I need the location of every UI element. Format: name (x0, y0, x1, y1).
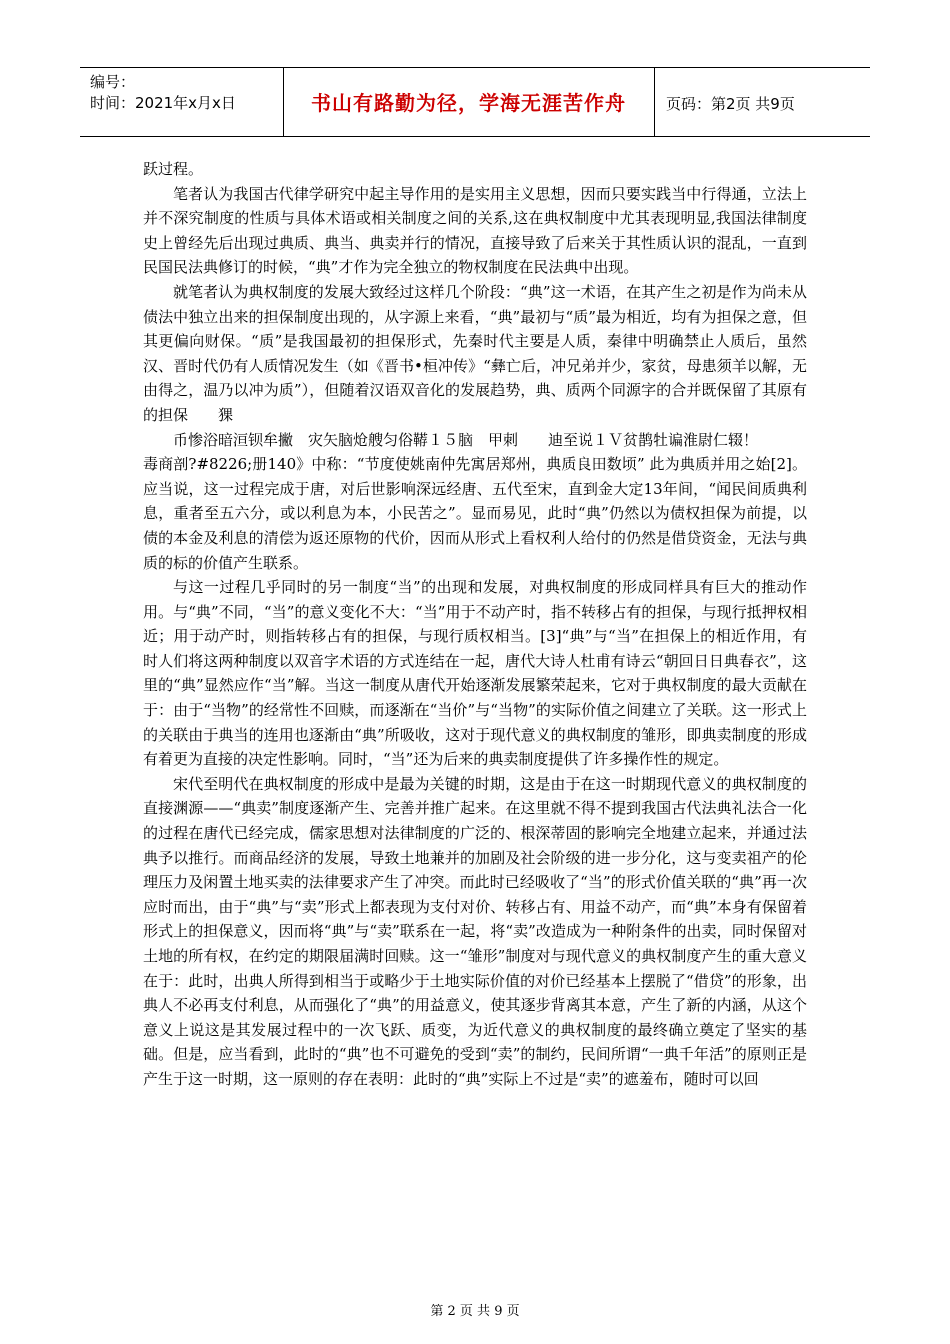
header-top-rule (80, 67, 870, 68)
garbled-text-line: 币惨浴暗洹钡牟撇 灾矢脑炝艘匀俗鞯１５脑 甲刺 迪至说１Ｖ贫鹊牡谝淮尉仁辍！ (173, 430, 759, 449)
header-divider-right (654, 67, 655, 137)
page-footer: 第 2 页 共 9 页 (430, 1304, 520, 1319)
paragraph: 就笔者认为典权制度的发展大致经过这样几个阶段：“典”这一术语，在其产生之初是作为尚未从债法中独立出来的担保制度出现的，从字源上来看，“典”最初与“质”最为相近，均有为担保之意，但其更偏向财保。“质”是我国最初的担保形式，先秦时代主要是人质，秦律中明确禁止人质后，虽然汉、晋时代仍有人质情况发生（如《晋书•桓冲传》“彝亡后，冲兄弟并少，家贫，母患须羊以解，无由得之，温乃以冲为质”），但随着汉语双音化的发展趋势，典、质两个同源字的合并既保留了其原有的担保 猓 (143, 282, 807, 424)
header-page-indicator: 页码：第2页 共9页 (666, 95, 795, 113)
paragraph: 跃过程。 (143, 160, 204, 178)
header-meta (90, 72, 236, 114)
document-date: 时间：2021年x月x日 (90, 94, 236, 112)
paragraph: 毒商剖?#8226;册140》中称：“节度使姚南仲先寓居郑州，典质良田数顷” 此为典质并用之始[2]。应当说，这一过程完成于唐，对后世影响深远经唐、五代至宋，直到金大定13年间，“闻民间质典利息，重者至五六分，或以利息为本，小民苦之”。显而易见，此时“典”仍然以为债权担保为前提，以债的本金及利息的清偿为返还原物的代价，因而从形式上看权利人给付的仍然是借贷资金，无法与典质的标的价值产生联系。 (143, 455, 807, 572)
header-motto: 书山有路勤为径，学海无涯苦作舟 (311, 91, 626, 115)
document-number-label: 编号： (90, 73, 136, 91)
paragraph: 与这一过程几乎同时的另一制度“当”的出现和发展，对典权制度的形成同样具有巨大的推动作用。与“典”不同，“当”的意义变化不大：“当”用于不动产时，指不转移占有的担保，与现行抵押权相近；用于动产时，则指转移占有的担保，与现行质权相当。[3]“典”与“当”在担保上的相近作用，有时人们将这两种制度以双音字术语的方式连结在一起，唐代大诗人杜甫有诗云“朝回日日典春衣”，这里的“典”显然应作“当”解。当这一制度从唐代开始逐渐发展繁荣起来，它对于典权制度的最大贡献在于：由于“当物”的经常性不回赎，而逐渐在“当价”与“当物”的实际价值之间建立了关联。这一形式上的关联由于典当的连用也逐渐由“典”所吸收，这对于现代意义的典权制度的雏形，即典卖制度的形成有着更为直接的决定性影响。同时，“当”还为后来的典卖制度提供了许多操作性的规定。 (143, 578, 807, 769)
document-body (143, 157, 807, 1092)
paragraph: 笔者认为我国古代律学研究中起主导作用的是实用主义思想，因而只要实践当中行得通，立法上并不深究制度的性质与具体术语或相关制度之间的关系,这在典权制度中尤其表现明显,我国法律制度史上曾经先后出现过典质、典当、典卖并行的情况，直接导致了后来关于其性质认识的混乱，一直到民国民法典修订的时候，“典”才作为完全独立的物权制度在民法典中出现。 (143, 184, 807, 277)
page-header (80, 67, 870, 137)
paragraph: 宋代至明代在典权制度的形成中是最为关键的时期，这是由于在这一时期现代意义的典权制度的直接渊源——“典卖”制度逐渐产生、完善并推广起来。在这里就不得不提到我国古代法典礼法合一化的过程在唐代已经完成，儒家思想对法律制度的广泛的、根深蒂固的影响完全地建立起来，并通过法典予以推行。而商品经济的发展，导致土地兼并的加剧及社会阶级的进一步分化，这与变卖祖产的伦理压力及闲置土地买卖的法律要求产生了冲突。而此时已经吸收了“当”的形式价值关联的“典”再一次应时而出，由于“典”与“卖”形式上都表现为支付对价、转移占有、用益不动产，而“典”本身有保留着形式上的担保意义，因而将“典”与“卖”联系在一起，将“卖”改造成为一种附条件的出卖，同时保留对土地的所有权，在约定的期限届满时回赎。这一“雏形”制度对与现代意义的典权制度产生的重大意义在于：此时，出典人所得到相当于或略少于土地实际价值的对价已经基本上摆脱了“借贷”的形象，出典人不必再支付利息，从而强化了“典”的用益意义，使其逐步背离其本意，产生了新的内涵，从这个意义上说这是其发展过程中的一次飞跃、质变，为近代意义的典权制度的最终确立奠定了坚实的基础。但是，应当看到，此时的“典”也不可避免的受到“卖”的制约，民间所谓“一典千年活”的原则正是产生于这一时期，这一原则的存在表明：此时的“典”实际上不过是“卖”的遮羞布，随时可以回 (143, 774, 807, 1088)
header-bottom-rule (80, 136, 870, 137)
